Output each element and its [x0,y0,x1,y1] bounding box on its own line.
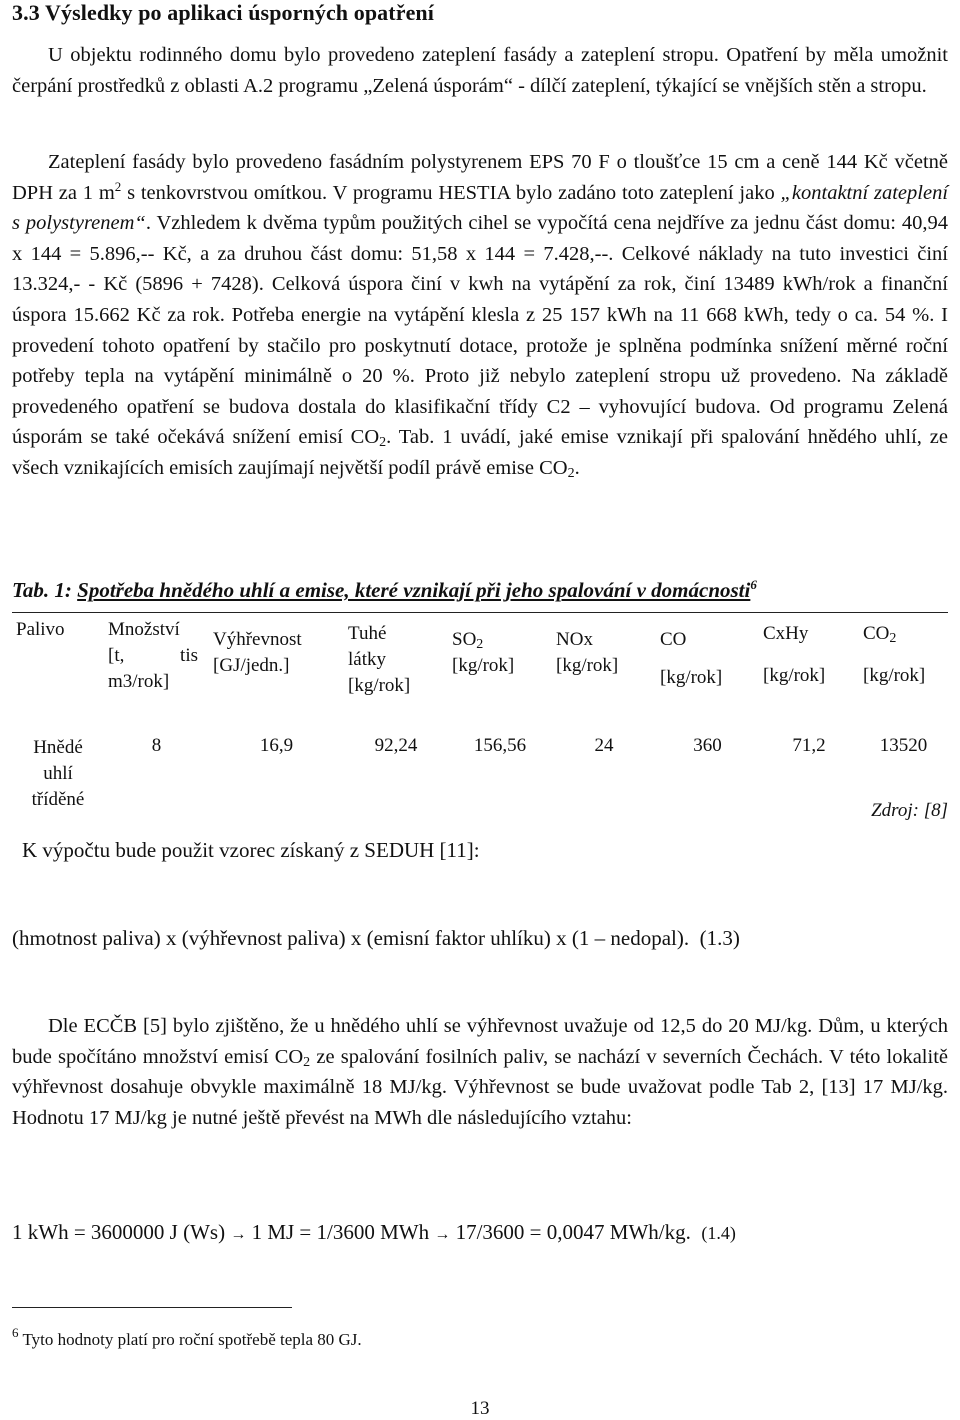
cell-cxhy: 71,2 [792,735,826,756]
cell-fuel: Hnědé uhlí tříděné [31,737,85,810]
formula-intro: K výpočtu bude použit vzorec získaný z SEDUH [11]: [22,838,480,862]
paragraph-calorific: Dle ECČB [5] bylo zjištěno, že u hnědého uhlí se výhřevnost uvažuje od 12,5 do 20 MJ/kg. Dům, u kterých bude spočítáno množství emisí $CO_2$ ze spalování fosilních paliv, se nachází v severních Čechách. V této lokalitě výhřevnost dosahuje obvykle maximálně 18 MJ/kg. Výhřevnost se bude uvažovat podle Tab 2, [13] 17 MJ/kg. Hodnotu 17 MJ/kg je nutné ještě převést na MWh dle následujícího vztahu: [12,1015,948,1129]
emissions-table [12,612,948,817]
header-quantity: Množství [t, tis m3/rok] [108,619,198,692]
formula-1-4: 1 kWh = 3600000 J (Ws) → 1 MJ = 1/3600 MWh → 17/3600 = 0,0047 MWh/kg. (1.4) [12,1220,736,1244]
page-number: 13 [470,1398,490,1419]
cell-so2: 156,56 [473,735,527,756]
header-solids: Tuhé látky [kg/rok] [348,623,411,696]
header-calorific: Výhřevnost [GJ/jedn.] [213,629,302,676]
cell-co2: 13520 [879,735,928,756]
cell-quantity: 8 [151,735,162,756]
paragraph-results: Zateplení fasády bylo provedeno fasádním polystyrenem EPS 70 F o tloušťce 15 cm a ceně 144 Kč včetně DPH za 1 $m^2$ s tenkovrstvou omítkou. V programu HESTIA bylo zadáno toto zateplení jako „kontaktní zateplení s polystyrenem“. Vzhledem k dvěma typům použitých cihel se vypočítá cena nejdříve za jednu část domu: 40,94 x 144 = 5.896,-- Kč, a za druhou část domu: 51,58 x 144 = 7.428,--. Celkové náklady na tuto investici činí 13.324,- - Kč (5896 + 7428). Celková úspora činí v kwh na vytápění za rok, činí 13489 kWh/rok a finanční úspora 15.662 Kč za rok. Potřeba energie na vytápění klesla z 25 157 kWh na 11 668 kWh, tedy o ca. 54 %. I provedení tohoto opatření by stačilo pro poskytnutí dotace, protože je splněna podmínka snížení měrné roční potřeby tepla na vytápění minimálně o 20 %. Proto již nebylo zateplení stropu už provedeno. Na základě provedeného opatření se budova dostala do klasifikační třídy C2 – vyhovující budova. Od programu Zelená úsporám se také očekává snížení emisí $CO_2$. Tab. 1 uvádí, jaké emise vznikají při spalování hnědého uhlí, ze všech vznikajících emisích zaujímají největší podíl právě emise $CO_2$. [12,151,949,481]
header-co: CO [kg/rok] [660,629,723,688]
footnote: $^6$ Tyto hodnoty platí pro roční spotřebě tepla 80 GJ. [12,1325,362,1349]
section-heading: 3.3 Výsledky po aplikaci úsporných opatření [12,0,434,25]
cell-solids: 92,24 [374,735,418,756]
formula-1-3: (hmotnost paliva) x (výhřevnost paliva) x (emisní faktor uhlíku) x (1 – nedopal). (1.3) [12,926,740,950]
table-header-row [12,613,948,710]
header-fuel: Palivo [16,619,65,640]
header-co2: $CO_2$ [kg/rok] [863,623,926,686]
arrow-right-icon: → [230,1226,247,1243]
arrow-right-icon: → [434,1226,451,1243]
header-cxhy: CxHy [kg/rok] [763,623,826,686]
header-so2: $SO_2$ [kg/rok] [452,629,515,676]
cell-calorific: 16,9 [259,735,294,756]
cell-nox: 24 [594,735,614,756]
paragraph-intro: U objektu rodinného domu bylo provedeno zateplení fasády a zateplení stropu. Opatření by měla umožnit čerpání prostředků z oblasti A.2 programu „Zelená úsporám“ - dílčí zateplení, týkající se vnějších stěn a stropu. [12,44,948,97]
table-caption: Tab. 1: Spotřeba hnědého uhlí a emise, které vznikají při jeho spalování v domácnosti$^6$ [12,577,757,602]
header-nox: NOx [kg/rok] [556,629,619,676]
table-source: Zdroj: [8] [871,800,948,821]
table-row [12,709,948,817]
cell-co: 360 [693,735,722,756]
footnote-divider [12,1307,292,1308]
